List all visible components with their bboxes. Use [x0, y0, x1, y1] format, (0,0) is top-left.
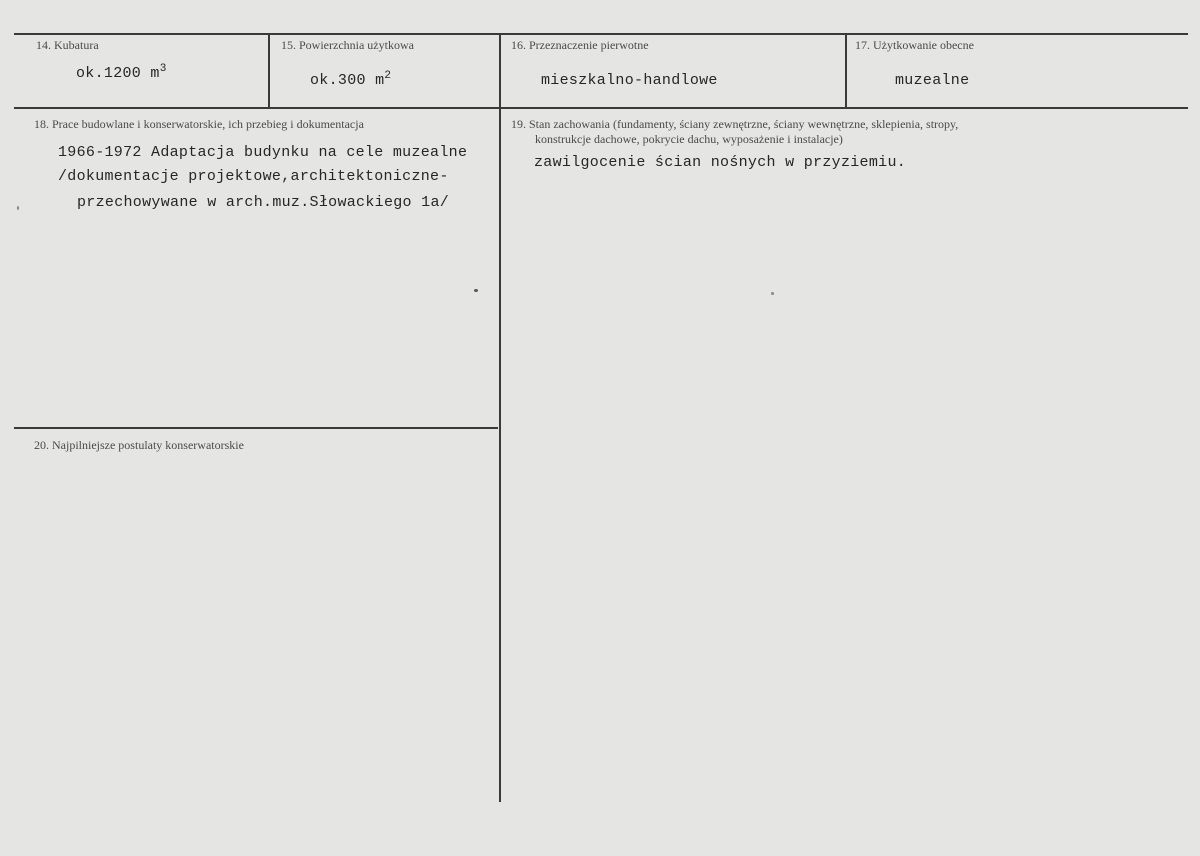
field-15-label: 15. Powierzchnia użytkowa — [281, 38, 414, 52]
field-18-label: 18. Prace budowlane i konserwatorskie, ich przebieg i dokumentacja — [34, 117, 364, 131]
field-16-value: mieszkalno-handlowe — [541, 72, 718, 89]
col-divider-15-16 — [499, 34, 501, 108]
col-divider-14-15 — [268, 34, 270, 108]
field-14-value: ok.1200 $m^3$ — [76, 63, 167, 82]
field-19-label-line-2: konstrukcje dachowe, pokrycie dachu, wyposażenie i instalacje) — [535, 132, 843, 146]
col-divider-16-17 — [845, 34, 847, 108]
section20-top-rule — [14, 427, 498, 429]
paper-speck — [17, 206, 19, 210]
field-15-value: ok.300 $m^2$ — [310, 70, 392, 89]
paper-speck — [474, 289, 478, 292]
field-17-value: muzealne — [895, 72, 970, 89]
field-16-label: 16. Przeznaczenie pierwotne — [511, 38, 649, 52]
row1-bottom-rule — [14, 107, 1188, 109]
field-18-line-1: 1966-1972 Adaptacja budynku na cele muzealne — [58, 144, 468, 161]
paper-speck — [771, 292, 774, 295]
field-14-label: 14. Kubatura — [36, 38, 99, 52]
field-18-line-3: przechowywane w arch.muz.Słowackiego 1a/ — [77, 194, 450, 211]
field-17-label: 17. Użytkowanie obecne — [855, 38, 974, 52]
field-18-line-2: /dokumentacje projektowe,architektoniczne- — [58, 168, 449, 185]
field-19-value: zawilgocenie ścian nośnych w przyziemiu. — [534, 154, 907, 171]
field-20-label: 20. Najpilniejsze postulaty konserwatorskie — [34, 438, 244, 452]
main-vertical-divider — [499, 108, 501, 802]
field-19-label-line-1: 19. Stan zachowania (fundamenty, ściany zewnętrzne, ściany wewnętrzne, sklepienia, stropy, — [511, 117, 959, 131]
top-rule — [14, 33, 1188, 35]
